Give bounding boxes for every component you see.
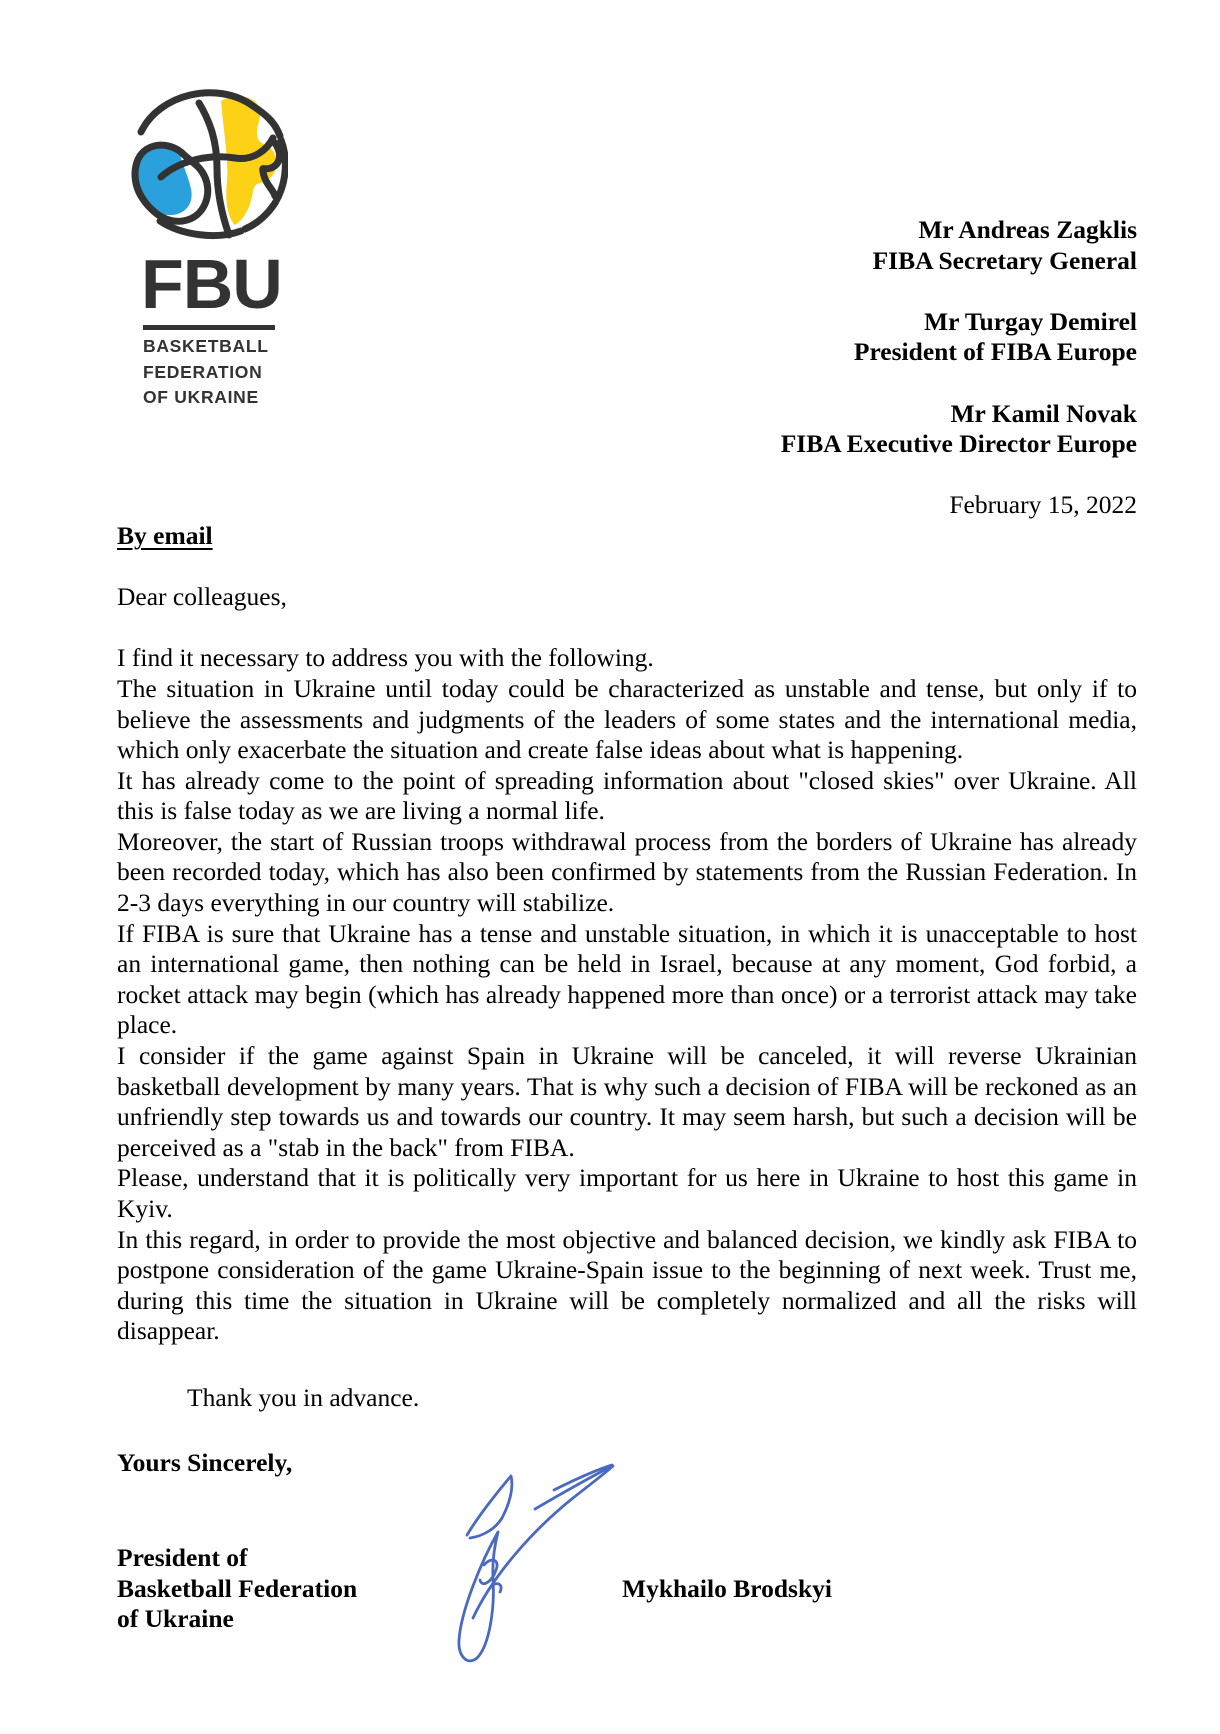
signer-block (117, 1543, 1137, 1635)
signer-name: Mykhailo Brodskyi (622, 1573, 832, 1603)
letter-body (117, 0, 1137, 1635)
letter-date: February 15, 2022 (949, 490, 1137, 520)
recipient (117, 307, 1137, 368)
logo-acronym: FBU (141, 245, 282, 323)
salutation: Dear colleagues, (117, 582, 287, 612)
recipient-title: FIBA Executive Director Europe (780, 429, 1137, 459)
recipient-title: FIBA Secretary General (872, 245, 1137, 275)
logo-org-line: OF UKRAINE (143, 387, 259, 407)
recipient-title: President of FIBA Europe (853, 337, 1137, 367)
signer-title-line: President of (117, 1543, 248, 1573)
recipient (117, 215, 1137, 276)
paragraph: The situation in Ukraine until today could be characterized as unstable and tense, but only if to believe the assessments and judgments of the leaders of some states and the international media, which only exacerbate the situation and create false ideas about what is happening. (117, 673, 1137, 765)
paragraph: I consider if the game against Spain in Ukraine will be canceled, it will reverse Ukrainian basketball development by many years. That is why such a decision of FIBA will be reckoned as an unfriendly step towards us and towards our country. It may seem harsh, but such a decision will be perceived as a "stab in the back" from FIBA. (117, 1041, 1137, 1162)
recipient-name: Mr Andreas Zagklis (918, 215, 1137, 244)
paragraph: I find it necessary to address you with the following. (117, 643, 654, 673)
paragraph: It has already come to the point of spreading information about "closed skies" over Ukraine. All this is false today as we are living a normal life. (117, 765, 1137, 826)
delivery-method: By email (117, 520, 213, 550)
recipient-name: Mr Kamil Novak (950, 398, 1137, 428)
recipient-block (117, 215, 1137, 460)
signature-image (452, 1458, 620, 1668)
closing-line: Yours Sincerely, (117, 1447, 293, 1477)
paragraph: If FIBA is sure that Ukraine has a tense and unstable situation, in which it is unacceptable to host an international game, then nothing can be held in Israel, because at any moment, God forbid, a rocket attack may begin (which has already happened more than once) or a terrorist attack may take place. (117, 918, 1137, 1040)
recipient (117, 399, 1137, 460)
paragraph: Please, understand that it is politically very important for us here in Ukraine to host this game in Kyiv. (117, 1163, 1137, 1223)
paragraphs (117, 643, 1137, 1347)
logo-org-line: BASKETBALL (143, 336, 269, 356)
signer-title-line: of Ukraine (117, 1604, 234, 1634)
signer-title-line: Basketball Federation (117, 1573, 358, 1603)
logo-org-line: FEDERATION (143, 361, 263, 382)
thanks-line: Thank you in advance. (187, 1382, 420, 1412)
paragraph: In this regard, in order to provide the most objective and balanced decision, we kindly ask FIBA to postpone consideration of the game Ukraine-Spain issue to the beginning of next week. Trust me, during this time the situation in Ukraine will be completely normalized and all the risks will disappear. (117, 1224, 1137, 1346)
recipient-name: Mr Turgay Demirel (924, 306, 1137, 336)
paragraph: Moreover, the start of Russian troops withdrawal process from the borders of Ukraine has already been recorded today, which has also been confirmed by statements from the Russian Federation. In 2-3 days everything in our country will stabilize. (117, 826, 1137, 918)
